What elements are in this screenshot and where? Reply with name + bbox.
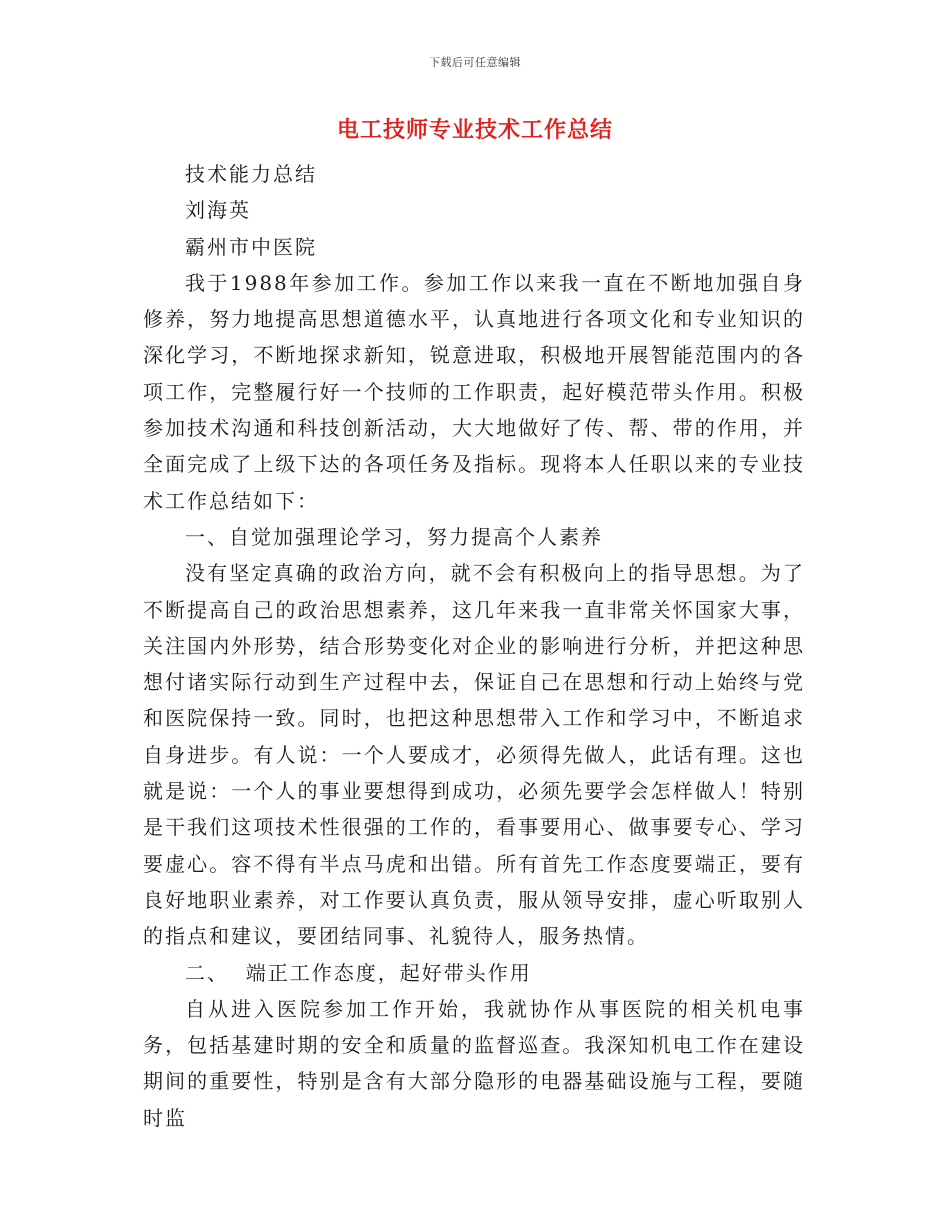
section-heading-1: 一、自觉加强理论学习，努力提高个人素养 [185, 524, 603, 549]
document-body [143, 156, 805, 1136]
intro-paragraph: 我于1988年参加工作。参加工作以来我一直在不断地加强自身修养，努力地提高思想道德水平，认真地进行各项文化和专业知识的深化学习，不断地探求新知，锐意进取，积极地开展智能范围内的各项工作，完整履行好一个技师的工作职责，起好模范带头作用。积极参加技术沟通和科技创新活动，大大地做好了传、帮、带的作用，并全面完成了上级下达的各项任务及指标。现将本人任职以来的专业技术工作总结如下： [143, 270, 805, 513]
author-line: 刘海英 [185, 198, 251, 223]
section-1-paragraph: 没有坚定真确的政治方向，就不会有积极向上的指导思想。为了不断提高自己的政治思想素养，这几年来我一直非常关怀国家大事，关注国内外形势，结合形势变化对企业的影响进行分析，并把这种思想付诸实际行动到生产过程中去，保证自己在思想和行动上始终与党和医院保持一致。同时，也把这种思想带入工作和学习中，不断追求自身进步。有人说：一个人要成才，必须得先做人，此话有理。这也就是说：一个人的事业要想得到成功，必须先要学会怎样做人！特别是干我们这项技术性很强的工作的，看事要用心、做事要专心、学习要虚心。容不得有半点马虎和出错。所有首先工作态度要端正，要有良好地职业素养，对工作要认真负责，服从领导安排，虚心听取别人的指点和建议，要团结同事、礼貌待人，服务热情。 [143, 561, 805, 949]
section-heading-2: 二、 端正工作态度，起好带头作用 [185, 960, 532, 985]
header-note: 下载后可任意编辑 [429, 56, 521, 69]
organization-line: 霸州市中医院 [185, 234, 317, 259]
document-title: 电工技师专业技术工作总结 [336, 117, 613, 143]
subtitle-line: 技术能力总结 [185, 162, 317, 186]
section-2-paragraph: 自从进入医院参加工作开始，我就协作从事医院的相关机电事务，包括基建时期的安全和质量的监督巡查。我深知机电工作在建设期间的重要性，特别是含有大部分隐形的电器基础设施与工程，要随时监 [143, 996, 805, 1130]
